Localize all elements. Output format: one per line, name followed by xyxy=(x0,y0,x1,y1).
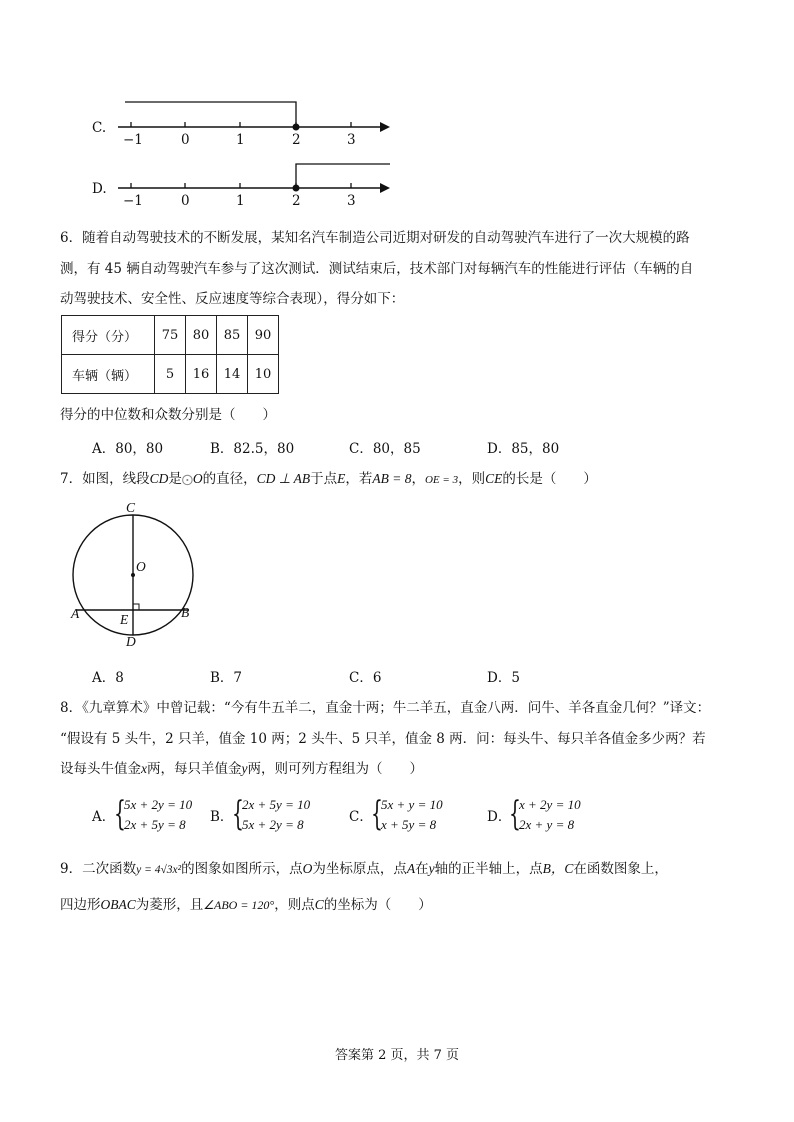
table-header: 车辆（辆） xyxy=(62,355,155,394)
tick-label: −1 xyxy=(123,193,143,209)
q8-option-c[interactable]: C． { 5x + y = 10 x + 5y = 8 xyxy=(349,794,443,834)
table-cell: 90 xyxy=(248,316,279,355)
option-d-label: D. xyxy=(92,181,107,197)
table-cell: 10 xyxy=(248,355,279,394)
label-d: D xyxy=(126,634,136,649)
q6-option-d[interactable]: D．85，80 xyxy=(487,441,560,457)
q6-option-a[interactable]: A．80，80 xyxy=(92,441,164,457)
q6-option-c[interactable]: C．80，85 xyxy=(349,441,421,457)
q8-line-2: “假设有 5 头牛，2 只羊，值金 10 两；2 头牛、5 只羊，值金 8 两．问：每头牛、每只羊各值金多少两？若 xyxy=(60,731,706,747)
option-c-label: C. xyxy=(92,120,107,136)
circle-figure xyxy=(60,500,220,652)
table-header: 得分（分） xyxy=(62,316,155,355)
page-footer: 答案第 2 页，共 7 页 xyxy=(334,1048,460,1063)
table-cell: 75 xyxy=(155,316,186,355)
q7-option-b[interactable]: B．7 xyxy=(210,670,243,686)
tick-label: 3 xyxy=(347,193,356,209)
label-b: B xyxy=(181,605,190,620)
q8-option-a[interactable]: A． { 5x + 2y = 10 2x + 5y = 8 xyxy=(92,794,193,834)
table-cell: 5 xyxy=(155,355,186,394)
table-cell: 85 xyxy=(217,316,248,355)
label-e: E xyxy=(120,612,129,627)
q6-line-2: 测，有 45 辆自动驾驶汽车参与了这次测试．测试结束后，技术部门对每辆汽车的性能进行评估（车辆的自 xyxy=(60,261,694,277)
tick-label: 0 xyxy=(181,132,190,148)
q9-line-2: 四边形OBAC为菱形，且∠ABO = 120°，则点C的坐标为（ ） xyxy=(60,897,432,913)
tick-label: 1 xyxy=(236,193,245,209)
q6-options xyxy=(92,437,712,457)
circle-symbol: ⨀ xyxy=(181,473,193,486)
q9-line-1: 9．二次函数y = 4√3x²的图象如图所示，点O为坐标原点，点A在y轴的正半轴上，点B，C在函数图象上， xyxy=(60,861,668,877)
label-a: A xyxy=(71,606,80,621)
q7-option-a[interactable]: A．8 xyxy=(92,670,124,686)
table-row xyxy=(62,316,279,355)
tick-label: 0 xyxy=(181,193,190,209)
number-line-d xyxy=(110,158,400,208)
q8-option-d[interactable]: D． { x + 2y = 10 2x + y = 8 xyxy=(487,794,581,834)
q6-line-1: 6．随着自动驾驶技术的不断发展，某知名汽车制造公司近期对研发的自动驾驶汽车进行了一次大规模的路 xyxy=(60,230,690,246)
table-cell: 14 xyxy=(217,355,248,394)
q8-line-1: 8．《九章算术》中曾记载：“今有牛五羊二，直金十两；牛二羊五，直金八两．问牛、羊各直金几何？”译文： xyxy=(60,700,711,716)
score-table xyxy=(61,315,279,394)
tick-label: 2 xyxy=(292,132,301,148)
q6-line-3: 动驾驶技术、安全性、反应速度等综合表现），得分如下： xyxy=(60,291,405,307)
label-c: C xyxy=(126,500,136,515)
q6-question: 得分的中位数和众数分别是（ ） xyxy=(60,407,276,423)
q8-line-3: 设每头牛值金x两，每只羊值金y两，则可列方程组为（ ） xyxy=(60,761,423,777)
tick-label: 2 xyxy=(292,193,301,209)
tick-label: 3 xyxy=(347,132,356,148)
tick-label: 1 xyxy=(236,132,245,148)
q8-option-b[interactable]: B． { 2x + 5y = 10 5x + 2y = 8 xyxy=(210,794,311,834)
label-o: O xyxy=(136,559,146,574)
q7-option-c[interactable]: C．6 xyxy=(349,670,382,686)
tick-label: −1 xyxy=(123,132,143,148)
q7-stem: 7．如图，线段CD是⨀O的直径，CD ⊥ AB于点E，若AB = 8，OE = 3，则CE的长是（ ） xyxy=(60,471,597,487)
number-line-c xyxy=(110,96,400,156)
q7-options xyxy=(92,666,712,686)
table-row xyxy=(62,355,279,394)
table-cell: 80 xyxy=(186,316,217,355)
table-cell: 16 xyxy=(186,355,217,394)
q7-option-d[interactable]: D．5 xyxy=(487,670,520,686)
q6-option-b[interactable]: B．82.5，80 xyxy=(210,441,295,457)
